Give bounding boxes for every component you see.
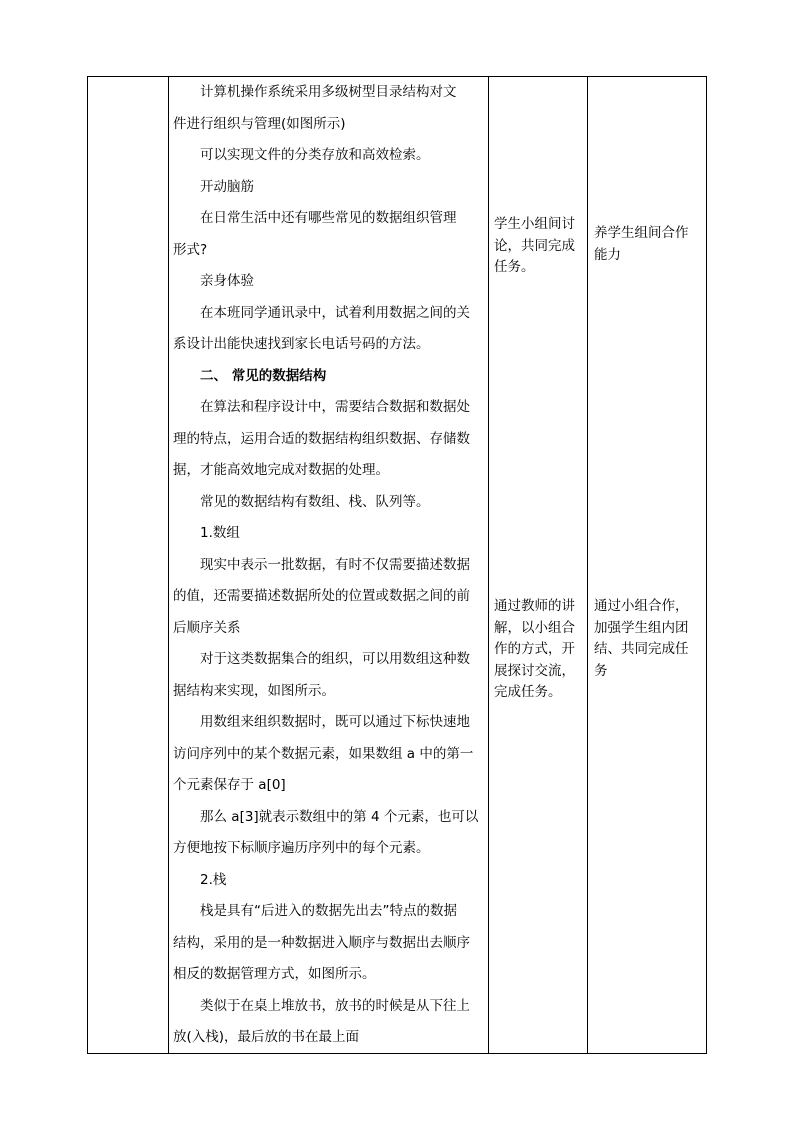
- student-activity-cell-1: [494, 214, 586, 279]
- lesson-table: [87, 76, 707, 1054]
- cell-line: 任务。: [494, 259, 535, 275]
- content-line: 计算机操作系统采用多级树型目录结构对文: [200, 84, 457, 100]
- content-line: 后顺序关系: [173, 619, 241, 636]
- content-line: 相反的数据管理方式，如图所示。: [173, 966, 376, 982]
- content-line: 对于这类数据集合的组织，可以用数组这种数: [200, 651, 470, 667]
- cell-line: 完成任务。: [494, 684, 562, 700]
- content-line: 系设计出能快速找到家长电话号码的方法。: [173, 336, 430, 352]
- content-line: 1.数组: [200, 525, 240, 541]
- content-line: 那么 a[3]就表示数组中的第 4 个元素，也可以: [200, 808, 479, 825]
- content-line: 栈是具有“后进入的数据先出去”特点的数据: [200, 903, 457, 919]
- content-line: 可以实现文件的分类存放和高效检索。: [200, 147, 430, 163]
- cell-line: 务: [594, 662, 608, 679]
- column-divider: [488, 77, 489, 1053]
- content-line: 在算法和程序设计中，需要结合数据和数据处: [200, 399, 470, 415]
- cell-line: 展探讨交流，: [494, 662, 575, 679]
- content-line: 的值，还需要描述数据所处的位置或数据之间的前: [173, 588, 470, 604]
- cell-line: 结、共同完成任: [594, 641, 689, 657]
- cell-line: 解，以小组合: [494, 619, 575, 636]
- cell-line: 能力: [594, 246, 621, 263]
- content-line: 亲身体验: [200, 273, 254, 289]
- content-line: 据结构来实现，如图所示。: [173, 682, 335, 699]
- cell-line: 通过教师的讲: [494, 598, 575, 614]
- content-line: 在日常生活中还有哪些常见的数据组织管理: [200, 210, 457, 226]
- cell-line: 通过小组合作，: [594, 598, 689, 614]
- content-line: 方便地按下标顺序遍历序列中的每个元素。: [173, 840, 430, 856]
- content-line: 结构，采用的是一种数据进入顺序与数据出去顺序: [173, 934, 470, 951]
- cell-line: 学生小组间讨: [494, 216, 575, 232]
- content-line: 在本班同学通讯录中，试着利用数据之间的关: [200, 304, 470, 321]
- content-line: 放(入栈)，最后放的书在最上面: [173, 1029, 360, 1045]
- content-line: 形式?: [173, 241, 208, 258]
- content-line: 访问序列中的某个数据元素，如果数组 a 中的第一: [173, 745, 474, 762]
- cell-line: 加强学生组内团: [594, 619, 689, 636]
- cell-line: 作的方式，开: [494, 641, 575, 657]
- design-intent-cell-1: [594, 223, 704, 266]
- content-line: 件进行组织与管理(如图所示): [173, 115, 346, 132]
- cell-line: 论，共同完成: [494, 237, 575, 254]
- design-intent-cell-2: [594, 596, 704, 682]
- column-divider: [587, 77, 588, 1053]
- student-activity-cell-2: [494, 596, 586, 704]
- content-line: 常见的数据结构有数组、栈、队列等。: [200, 493, 430, 510]
- content-line: 据，才能高效地完成对数据的处理。: [173, 462, 389, 478]
- content-line: 用数组来组织数据时，既可以通过下标快速地: [200, 714, 470, 730]
- content-line: 类似于在桌上堆放书，放书的时候是从下往上: [200, 997, 470, 1014]
- section-heading: 二、 常见的数据结构: [200, 367, 327, 384]
- content-line: 个元素保存于 a[0]: [173, 777, 286, 793]
- content-line: 2.栈: [200, 871, 227, 888]
- content-line: 现实中表示一批数据，有时不仅需要描述数据: [200, 556, 470, 573]
- cell-line: 养学生组间合作: [594, 225, 689, 241]
- teaching-content-column: [168, 77, 488, 1054]
- content-line: 开动脑筋: [200, 178, 254, 195]
- content-line: 理的特点，运用合适的数据结构组织数据、存储数: [173, 430, 470, 447]
